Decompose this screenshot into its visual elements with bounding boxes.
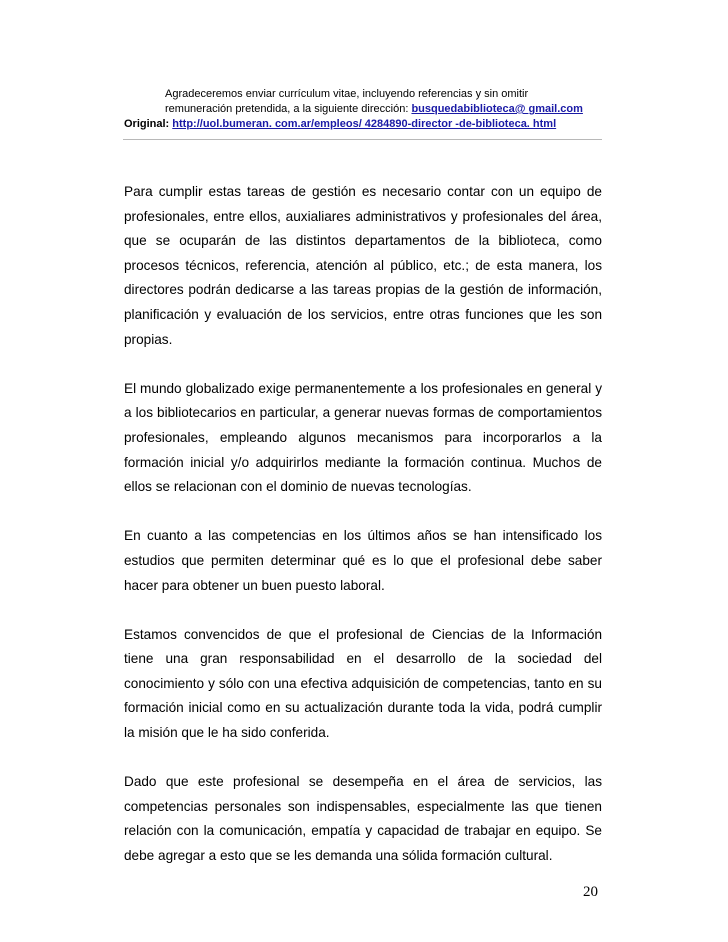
original-label: Original: <box>124 118 173 130</box>
quote-line-1: Agradeceremos enviar currículum vitae, incluyendo referencias y sin omitir <box>165 88 529 100</box>
original-source-line <box>124 117 610 132</box>
footnote-separator <box>123 139 602 140</box>
paragraph: En cuanto a las competencias en los últimos años se han intensificado los estudios que permiten determinar qué es lo que el profesional debe saber hacer para obtener un buen puesto laboral. <box>124 528 602 593</box>
paragraph: Dado que este profesional se desempeña en el área de servicios, las competencias personales son indispensables, especialmente las que tienen relación con la comunicación, empatía y capacidad de trabajar en equipo. Se debe agregar a esto que se les demanda una sólida formación cultural. <box>124 774 602 864</box>
paragraph: El mundo globalizado exige permanentemente a los profesionales en general y a los bibliotecarios en particular, a generar nuevas formas de comportamientos profesionales, empleando algunos mecanismos para incorporarlos a la formación inicial y/o adquirirlos mediante la formación continua. Muchos de ellos se relacionan con el dominio de nuevas tecnologías. <box>124 380 602 495</box>
paragraph: Estamos convencidos de que el profesional de Ciencias de la Información tiene una gran responsabilidad en el desarrollo de la sociedad del conocimiento y sólo con una efectiva adquisición de competencias, tanto en su formación inicial como en su actualización durante toda la vida, podrá cumplir la misión que le ha sido conferida. <box>124 626 602 741</box>
original-url-link[interactable]: http://uol.bumeran. com.ar/empleos/ 4284890-director -de-biblioteca. html <box>172 118 557 130</box>
page-number: 20 <box>583 884 598 900</box>
email-link[interactable]: busquedabiblioteca@ gmail.com <box>411 103 583 115</box>
paragraph: Para cumplir estas tareas de gestión es necesario contar con un equipo de profesionales, entre ellos, auxialiares administrativos y profesionales del área, que se ocuparán de las distintos departamentos de la biblioteca, como procesos técnicos, referencia, atención al público, etc.; de esta manera, los directores podrán dedicarse a las tareas propias de la gestión de información, planificación y evaluación de los servicios, entre otras funciones que les son propias. <box>124 184 602 347</box>
quote-line-2-text: remuneración pretendida, a la siguiente dirección: <box>165 103 412 115</box>
quote-line-2 <box>124 102 610 117</box>
header-quote <box>124 87 610 132</box>
body-text <box>124 180 602 893</box>
